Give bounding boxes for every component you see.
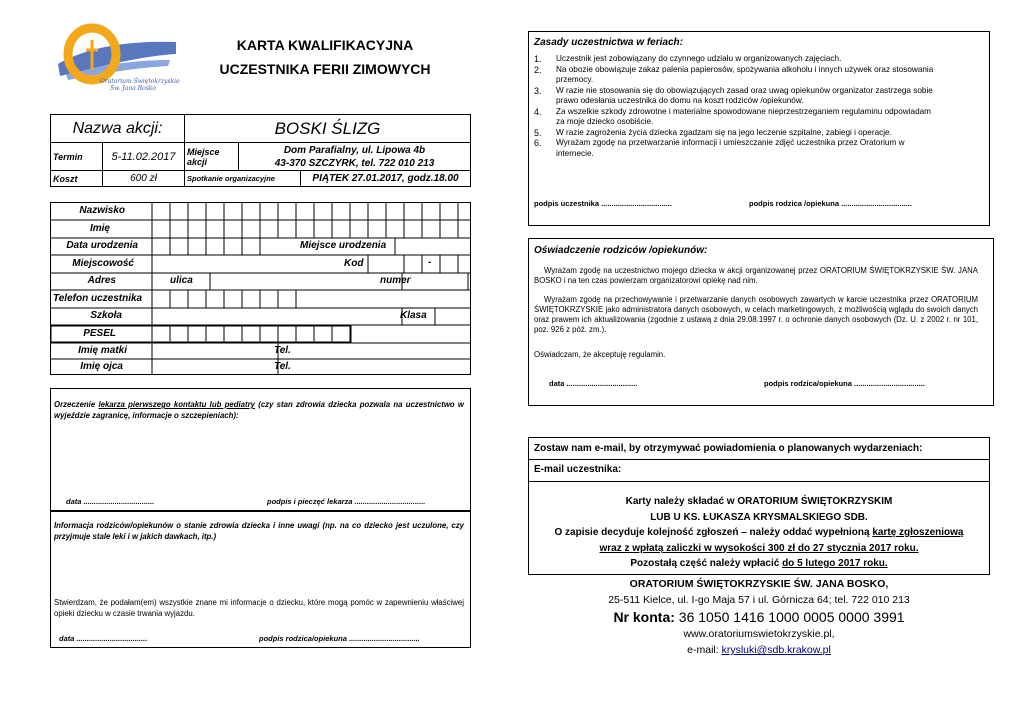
footer-org: ORATORIUM ŚWIĘTOKRZYSKIE ŚW. JANA BOSKO, [629, 578, 889, 590]
label-mother: Imię matki [78, 345, 127, 356]
footer-address: 25-511 Kielce, ul. I-go Maja 57 i ul. Górnicza 64; tel. 722 010 213 [608, 594, 910, 606]
label-class: Klasa [400, 310, 427, 321]
label-school: Szkoła [90, 310, 122, 321]
action-table [50, 114, 471, 187]
label-surname: Nazwisko [79, 205, 125, 216]
label-father: Imię ojca [80, 361, 123, 372]
medical-text-prefix: Orzeczenie [54, 400, 99, 409]
place-line-2: 43-370 SZCZYRK, tel. 722 010 213 [274, 157, 435, 169]
medical-text-suffix: (czy stan zdrowia dziecka pozwala na uczestnictwo w wyjeździe zagranicę, informacje o szczepieniach): [54, 400, 464, 420]
declaration-box [528, 238, 994, 406]
participant-signature: podpis uczestnika .................................. [534, 199, 672, 208]
footer-account: Nr konta: 36 1050 1416 1000 0005 0000 3991 [613, 609, 905, 625]
submission-line-2: LUB U KS. ŁUKASZA KRYSMALSKIEGO SDB. [650, 511, 868, 523]
label-address: Adres [87, 275, 116, 286]
declaration-date: data .................................. [549, 379, 638, 388]
logo [52, 20, 182, 96]
rule-item: 3. W razie nie stosowania się do obowiązujących zasad oraz uwag opiekunów organizator zastrzega sobie prawo odesłania uczestnika do domu na koszt rodziców /opiekunów. [534, 85, 933, 105]
rule-item: 6. Wyrażam zgodę na przetwarzanie informacji i umieszczanie zdjęć uczestnika przez Oratorium w internecie. [534, 138, 905, 158]
label-mother-tel: Tel. [274, 345, 291, 356]
parent-info-box [50, 511, 471, 648]
label-name: Imię [89, 223, 110, 234]
email-notify: Zostaw nam e-mail, by otrzymywać powiadomienia o planowanych wydarzeniach: [534, 443, 923, 454]
parent-statement: Stwierdzam, że podałam(em) wszystkie znane mi informacje o dziecku, które mogą pomóc w zapewnieniu właściwej opieki dziecku w czasie trwania wyjazdu. [54, 598, 464, 618]
rule-item: 4. Za wszelkie szkody zdrowotne i materialne spowodowane nieprzestrzeganiem regulaminu odpowiadam za moje dziecko osobiście. [534, 106, 931, 126]
declaration-title: Oświadczenie rodziców /opiekunów: [534, 245, 708, 256]
parent-info-signature: podpis rodzica/opiekuna .................................. [259, 634, 420, 643]
participant-form [50, 202, 471, 376]
medical-signature: podpis i pieczęć lekarza .................................. [267, 497, 426, 506]
meeting-value: PIĄTEK 27.01.2017, godz.18.00 [301, 171, 471, 187]
submission-line-5: Pozostałą część należy wpłacić do 5 lutego 2017 roku. [630, 558, 888, 569]
footer [528, 576, 990, 658]
declaration-p1: Wyrażam zgodę na uczestnictwo mojego dziecka w akcji organizowanej przez ORATORIUM ŚWIĘTOKRZYSKIE ŚW. JANA BOSKO i na ten czas powierzam organizatorowi opiekę nad nim. [534, 266, 978, 285]
declaration-p3: Oświadczam, że akceptuję regulamin. [534, 350, 666, 359]
parent-info-date: data .................................. [59, 634, 148, 643]
term-label: Termin [51, 143, 103, 171]
label-number: numer [380, 275, 411, 286]
label-birth-date: Data urodzenia [66, 240, 138, 251]
email-link[interactable]: krysluki@sdb.krakow.pl [721, 644, 831, 656]
action-name-label: Nazwa akcji: [51, 115, 185, 143]
declaration-signature: podpis rodzica/opiekuna .................................. [764, 379, 925, 388]
label-father-tel: Tel. [274, 361, 291, 372]
place-line-1: Dom Parafialny, ul. Lipowa 4b [283, 144, 426, 156]
title-line-2: UCZESTNIKA FERII ZIMOWYCH [219, 61, 431, 77]
medical-text-underlined: lekarza pierwszego kontaktu lub pediatry [98, 400, 255, 409]
cost-value: 600 zł [103, 171, 185, 187]
rule-item: 1. Uczestnik jest zobowiązany do czynnego udziału w organizowanych zajęciach. [534, 54, 842, 64]
medical-box [50, 388, 471, 511]
place-label: Miejsce akcji [185, 143, 239, 171]
parent-info-text: Informacja rodziców/opiekunów o stanie zdrowia dziecka i inne uwagi (np. na co dziecko jest uczulone, czy przyjmuje stale leki i w jakich dawkach, itp.) [54, 521, 464, 541]
submission-line-3: O zapisie decyduje kolejność zgłoszeń – należy oddać wypełnioną kartę zgłoszeniową [554, 527, 964, 538]
logo-text-1: Oratorium Świętokrzyskie [100, 78, 180, 85]
label-phone: Telefon uczestnika [53, 293, 143, 304]
submission-line-1: Karty należy składać w ORATORIUM ŚWIĘTOKRZYSKIM [625, 496, 893, 507]
label-postal-code: Kod [344, 258, 364, 269]
term-value: 5-11.02.2017 [103, 143, 185, 171]
cost-label: Koszt [51, 171, 103, 187]
rule-item: 2. Na obozie obowiązuje zakaz palenia papierosów, spożywania alkoholu i innych używek oraz stosowania przemocy. [534, 64, 934, 84]
footer-email: e-mail: krysluki@sdb.krakow.pl [687, 644, 831, 656]
medical-date: data .................................. [66, 497, 155, 506]
email-box [528, 437, 990, 575]
submission-line-4: wraz z wpłatą zaliczki w wysokości 300 zł do 27 stycznia 2017 roku. [599, 542, 919, 554]
rules-title: Zasady uczestnictwa w feriach: [534, 37, 683, 48]
medical-text [54, 399, 464, 421]
label-birth-place: Miejsce urodzenia [300, 240, 387, 251]
postal-dash: - [428, 257, 432, 268]
submission-text [529, 494, 989, 572]
title-line-1: KARTA KWALIFIKACYJNA [236, 37, 414, 53]
label-city: Miejscowość [72, 258, 134, 269]
meeting-label: Spotkanie organizacyjne [185, 171, 301, 187]
rule-item: 5. W razie zagrożenia życia dziecka zgadzam się na jego leczenie szpitalne, zabiegi i operacje. [534, 127, 892, 138]
action-name-value: BOSKI ŚLIZG [185, 115, 471, 143]
label-pesel: PESEL [83, 328, 116, 339]
logo-text-2: Św. Jana Bosko [110, 85, 157, 92]
parent-signature: podpis rodzica /opiekuna .................................. [749, 199, 912, 208]
declaration-p2: Wyrażam zgodę na przechowywanie i przetwarzanie danych osobowych zawartych w karcie uczestnika przez ORATORIUM ŚWIĘTOKRZYSKIE jako administratora danych osobowych, w celach marketingowych, z możliwością wglądu do swoich danych oraz prawem ich aktualizowania (zgodnie z ustawą z dnia 29.08.1997 r. o ochronie danych osobowych (Dz. U. z 2002 r. nr 101, poz. 926 z póź. zm.). [534, 295, 978, 334]
email-label: E-mail uczestnika: [534, 464, 622, 475]
rules-list [534, 54, 934, 159]
place-value [239, 143, 471, 171]
rules-box [528, 31, 990, 226]
footer-website[interactable]: www.oratoriumswietokrzyskie.pl, [683, 628, 835, 640]
label-street: ulica [170, 275, 193, 286]
page-title [200, 33, 450, 81]
